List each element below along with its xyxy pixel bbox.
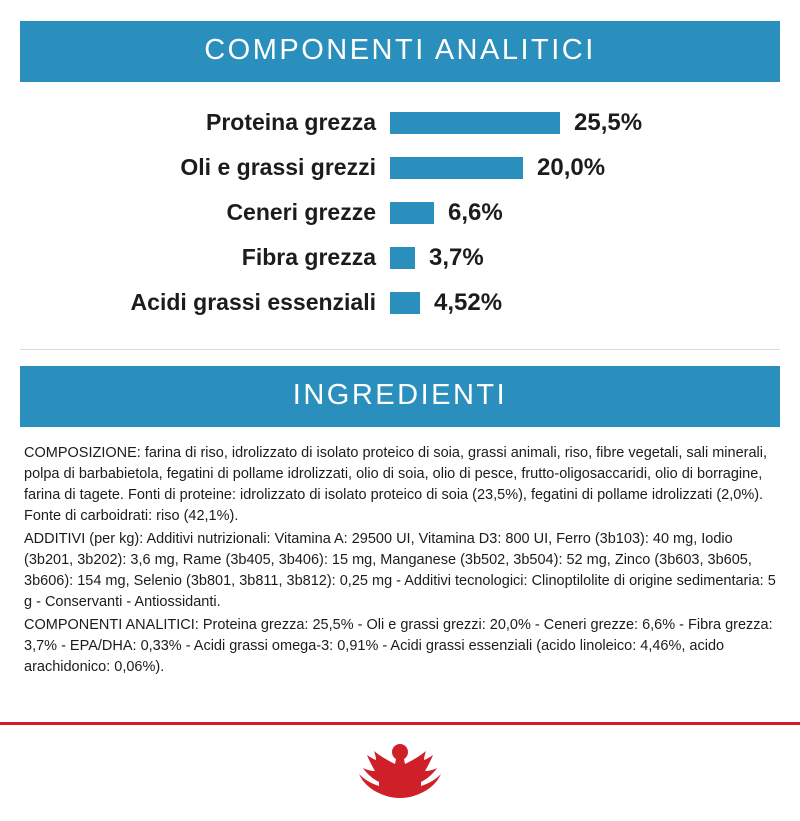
analytics-label: Oli e grassi grezzi — [180, 154, 376, 180]
analytics-bar-wrap — [390, 199, 780, 227]
analytics-bar-wrap — [390, 289, 780, 317]
analytics-section-header: COMPONENTI ANALITICI — [20, 21, 780, 82]
ingredients-additivi: ADDITIVI (per kg): Additivi nutrizionali: Vitamina A: 29500 UI, Vitamina D3: 800 UI, Ferro (3b103): 40 mg, Iodio (3b201, 3b202): 3,6 mg, Rame (3b405, 3b406): 15 mg, Manganese (3b502, 3b504): 52 mg, Zinco (3b603, 3b605, 3b606): 154 mg, Selenio (3b801, 3b811, 3b812): 0,25 mg - Additivi tecnologici: Clinoptilolite di origine sedimentaria: 5 g - Conservanti - Antiossidanti. — [24, 531, 776, 610]
ingredients-text — [24, 427, 776, 678]
section-divider — [20, 349, 780, 350]
ingredients-section-header: INGREDIENTI — [20, 366, 780, 427]
analytics-bar — [390, 292, 420, 314]
analytics-bar-wrap — [390, 244, 780, 272]
analytics-bar — [390, 202, 434, 224]
ingredients-composizione: COMPOSIZIONE: farina di riso, idrolizzato di isolato proteico di soia, grassi animali, riso, fibre vegetali, sali minerali, polpa di barbabietola, fegatini di pollame idrolizzati, olio di soia, olio di pesce, frutto-oligosaccaridi, olio di borragine, farina di tagete. Fonti di proteine: idrolizzato di isolato proteico di soia (23,5%), fegatini di pollame idrolizzati (2,0%). Fonte di carboidrati: riso (42,1%). — [24, 445, 767, 524]
analytics-label: Proteina grezza — [206, 109, 376, 135]
analytics-value: 3,7% — [429, 243, 484, 271]
analytics-label: Fibra grezza — [241, 244, 376, 270]
analytics-bar-wrap — [390, 109, 780, 137]
analytics-chart — [20, 82, 780, 335]
analytics-value: 25,5% — [574, 108, 643, 136]
royal-canin-crown-logo — [354, 742, 446, 804]
analytics-bar — [390, 112, 560, 134]
analytics-row — [20, 280, 780, 325]
analytics-row — [20, 100, 780, 145]
ingredients-componenti-analitici: COMPONENTI ANALITICI: Proteina grezza: 25,5% - Oli e grassi grezzi: 20,0% - Ceneri grezze: 6,6% - Fibra grezza: 3,7% - EPA/DHA: 0,33% - Acidi grassi omega-3: 0,91% - Acidi grassi essenziali (acido linoleico: 4,46%, acido arachidonico: 0,06%). — [24, 617, 773, 675]
analytics-value: 20,0% — [537, 153, 606, 181]
analytics-label: Ceneri grezze — [226, 199, 376, 225]
analytics-bar — [390, 247, 415, 269]
analytics-row — [20, 190, 780, 235]
footer — [0, 722, 800, 821]
analytics-row — [20, 235, 780, 280]
analytics-bar — [390, 157, 523, 179]
analytics-bar-wrap — [390, 154, 780, 182]
analytics-row — [20, 145, 780, 190]
product-info-page — [0, 21, 800, 821]
analytics-value: 6,6% — [448, 198, 503, 226]
analytics-label: Acidi grassi essenziali — [130, 289, 376, 315]
analytics-value: 4,52% — [434, 288, 503, 316]
